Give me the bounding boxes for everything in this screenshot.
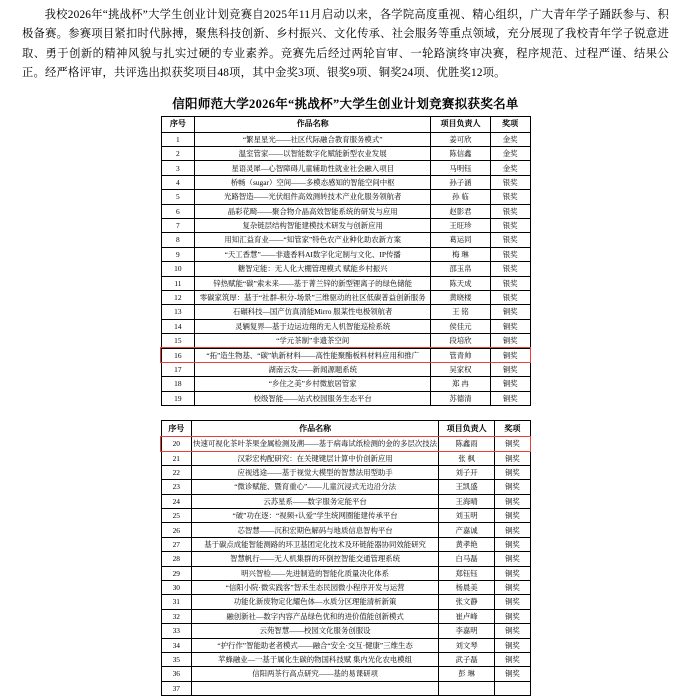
cell-award: 铜奖 [495,465,530,479]
cell-award: 铜奖 [495,609,530,623]
cell-no: 30 [161,581,192,595]
cell-no: 35 [161,652,192,666]
cell-project-name: 应视逃途——基于视觉大模型的智慧法用型助手 [192,465,439,479]
cell-project-name: 糖智定能：无人化大棚管理模式 赋能乡村振兴 [195,262,431,276]
cell-leader: 张 枫 [439,451,495,465]
cell-award: 铜奖 [495,667,530,681]
cell-project-name: 晶彩花畸——聚合物介晶高效智能系统的研发与应用 [195,204,431,218]
table-row [161,319,530,333]
table-row [161,334,530,348]
cell-project-name: 温室管家——以智能数字化赋能新型农业发展 [195,147,431,161]
column-header-person: 项目负责人 [439,421,495,437]
table-row [161,147,530,161]
cell-project-name: 云苑智慧——校园文化服务创服设 [192,624,439,638]
cell-award: 铜奖 [490,305,530,319]
column-header-no: 序号 [161,116,195,132]
cell-project-name: “护行作”智能助老者模式——融合“安全·交互·健康”三维生态 [192,638,439,652]
cell-no: 4 [161,175,195,189]
cell-project-name: 芯智慧——沉积宏期色解码与地质信息智构平台 [192,523,439,537]
cell-award: 铜奖 [495,624,530,638]
cell-project-name: 苹蜂融业—一基于属化生碳的物国科技赋 集内光化农电模组 [192,652,439,666]
cell-leader: 王 铭 [431,305,491,319]
cell-project-name: “微诊赋能、暨育重心”——儿童沉浸式无边沿分法 [192,480,439,494]
cell-award: 铜奖 [495,566,530,580]
cell-award: 铜奖 [495,509,530,523]
cell-award: 铜奖 [495,581,530,595]
cell-project-name: 石碾科技—国产仿真清能Mirro 服某性电极领航者 [195,305,431,319]
column-header-no: 序号 [161,421,192,437]
cell-leader: 马明钰 [431,161,491,175]
cell-no: 27 [161,537,192,551]
cell-award: 铜奖 [495,638,530,652]
cell-project-name: 融创新社—数字内容产品绿色优和的进价值能创新模式 [192,609,439,623]
table-row [161,290,530,304]
table-row [161,595,530,609]
cell-award: 银奖 [490,204,530,218]
cell-project-name: 信阳两茶行高点研究——基的易课研项 [192,667,439,681]
table-row [161,681,530,695]
table-row [161,305,530,319]
cell-leader: 郑 冉 [431,377,491,391]
cell-award: 铜奖 [490,391,530,405]
cell-leader: 刘玉明 [439,509,495,523]
cell-award: 银奖 [490,190,530,204]
cell-award: 金奖 [490,147,530,161]
cell-leader: 陈天成 [431,276,491,290]
table-header-row [161,421,530,437]
cell-leader: 黄孝艳 [439,537,495,551]
cell-leader: 梅 琳 [431,247,491,261]
cell-no: 8 [161,233,195,247]
cell-no: 17 [161,362,195,376]
cell-award: 金奖 [490,161,530,175]
cell-no: 36 [161,667,192,681]
table-row [161,581,530,595]
cell-award: 铜奖 [490,319,530,333]
cell-award: 银奖 [490,175,530,189]
cell-no: 21 [161,451,192,465]
cell-project-name: 快速可视化茶叶茶果金属检测及溯——基于病毒试纸检测的金的多层次技法 [192,437,439,451]
cell-project-name: 星语灵犀—心智障碍儿童辅助性就业社会融入项目 [195,161,431,175]
cell-project-name: 汉彩宏构配研究：在关键键层计算中价创新应用 [192,451,439,465]
cell-award: 铜奖 [495,652,530,666]
awards-table-1-wrapper [161,116,531,406]
table-row [161,391,530,405]
table-row [161,509,530,523]
cell-award: 铜奖 [495,523,530,537]
cell-no: 19 [161,391,195,405]
cell-leader: 管青帅 [431,348,491,362]
cell-award: 铜奖 [495,494,530,508]
cell-no: 37 [161,681,192,695]
cell-project-name: “信阳小院·微实践客”智禾生态民园微小程序开发与运营 [192,581,439,595]
cell-no: 10 [161,262,195,276]
cell-no: 23 [161,480,192,494]
cell-project-name: 灵辆复界—基于边运边翔的无人机智能巡检系统 [195,319,431,333]
cell-leader: 白马磊 [439,552,495,566]
awards-table-2-wrapper [161,420,531,696]
table-row [161,609,530,623]
cell-project-name: “繁星星光——社区代际融合教育服务模式” [195,132,431,146]
cell-project-name: 零碳家筑厚：基于“社群-积分-场景”三维驱动的社区低碳普益创新服务 [195,290,431,304]
awards-table-page2 [161,420,531,696]
cell-leader: 孙 临 [431,190,491,204]
cell-leader: 郑钰钰 [439,566,495,580]
cell-leader: 王凯盛 [439,480,495,494]
cell-no: 18 [161,377,195,391]
cell-award: 金奖 [490,132,530,146]
cell-award: 铜奖 [495,437,530,451]
table-row [161,132,530,146]
cell-award: 铜奖 [495,451,530,465]
table-header-row [161,116,530,132]
cell-no: 15 [161,334,195,348]
cell-leader: 赵影君 [431,204,491,218]
column-header-award: 奖项 [490,116,530,132]
cell-award: 银奖 [490,262,530,276]
cell-project-name: 锌热赋能“碳”索未来——基于菁兰锌的新型锂离子的绿色储能 [195,276,431,290]
cell-leader: 王海晴 [439,494,495,508]
cell-project-name: 明兴智检——先进制造的智能化质量决化体系 [192,566,439,580]
cell-no: 29 [161,566,192,580]
column-header-name: 作品名称 [195,116,431,132]
cell-no: 6 [161,204,195,218]
cell-award: 铜奖 [490,348,530,362]
table-row [161,451,530,465]
cell-no: 5 [161,190,195,204]
cell-award: 银奖 [490,219,530,233]
cell-project-name: “破”功在逐：“视频+认爱”学生统网圈能建传承平台 [192,509,439,523]
table-row [161,494,530,508]
table-row [161,523,530,537]
cell-no: 28 [161,552,192,566]
cell-no: 31 [161,595,192,609]
table-row [161,362,530,376]
cell-leader: 侯佳元 [431,319,491,333]
cell-project-name: 光路智造——光伏组件高效测转技术产业化服务领航者 [195,190,431,204]
table-title: 信阳师范大学2026年“挑战杯”大学生创业计划竞赛拟获奖名单 [172,96,519,111]
cell-leader: 吴家权 [431,362,491,376]
table-row [161,190,530,204]
cell-leader: 刘文琴 [439,638,495,652]
cell-no: 7 [161,219,195,233]
cell-leader: 产嘉诚 [439,523,495,537]
intro-paragraph: 我校2026年“挑战杯”大学生创业计划竞赛自2025年11月启动以来，各学院高度重视、精心组织，广大青年学子踊跃参与、积极备赛。参赛项目紧扣时代脉搏，聚焦科技创新、乡村振兴、文化传承、社会服务等重点领域，充分展现了我校青年学子锐意进取、勇于创新的精神风貌与扎实过硬的专业素养。竞赛先后经过两轮盲审、一轮路演终审决赛，程序规范、过程严谨、结果公正。经严格评审，共评选出拟获奖项目48项，其中金奖3项、银奖9项、铜奖24项、优胜奖12项。 [22,9,669,80]
cell-project-name: 用知汇益育业——“知管家”特色农产业种化助农新方案 [195,233,431,247]
table-row [161,566,530,580]
table-row [161,247,530,261]
cell-project-name [192,681,439,695]
cell-award: 铜奖 [490,362,530,376]
awards-table-page2-body [161,437,530,696]
cell-leader: 黄晓楼 [431,290,491,304]
cell-leader: 崔卢峰 [439,609,495,623]
column-header-person: 项目负责人 [431,116,491,132]
cell-no: 26 [161,523,192,537]
cell-leader: 陈鑫雨 [439,437,495,451]
table-row [161,437,530,451]
cell-award: 铜奖 [495,552,530,566]
cell-leader: 孙子涵 [431,175,491,189]
cell-no: 16 [161,348,195,362]
cell-award: 银奖 [490,233,530,247]
cell-award: 银奖 [490,290,530,304]
cell-no: 12 [161,290,195,304]
cell-leader: 刘子开 [439,465,495,479]
cell-project-name: 功能化新废物定化耀色体—水质分区理能清析新策 [192,595,439,609]
cell-award: 铜奖 [495,480,530,494]
cell-no: 33 [161,624,192,638]
cell-no: 11 [161,276,195,290]
table-row [161,262,530,276]
cell-leader: 段培欣 [431,334,491,348]
cell-leader [439,681,495,695]
table-row [161,348,530,362]
cell-no: 25 [161,509,192,523]
cell-no: 13 [161,305,195,319]
column-header-award: 奖项 [495,421,530,437]
cell-project-name: 复杂链层结构智能建模技术研发与创新应用 [195,219,431,233]
table-row [161,537,530,551]
table-row [161,276,530,290]
table-row [161,624,530,638]
cell-no: 20 [161,437,192,451]
cell-no: 1 [161,132,195,146]
cell-leader: 武子磊 [439,652,495,666]
cell-no: 24 [161,494,192,508]
cell-leader: 邵玉帛 [431,262,491,276]
cell-award: 铜奖 [490,334,530,348]
cell-leader: 王旺珍 [431,219,491,233]
cell-no: 2 [161,147,195,161]
table-row [161,233,530,247]
cell-no: 9 [161,247,195,261]
table-row [161,219,530,233]
table-row [161,667,530,681]
cell-no: 14 [161,319,195,333]
awards-table-page1-body [161,132,530,405]
cell-leader: 彭 琳 [439,667,495,681]
table-row [161,652,530,666]
cell-leader: 陈信鑫 [431,147,491,161]
cell-no: 22 [161,465,192,479]
cell-project-name: 基于碳点成能智能测路的环卫基团定化技术及环链能器协同效能研究 [192,537,439,551]
cell-project-name: 湖南云发——新闻源题系统 [195,362,431,376]
cell-leader: 李嘉明 [439,624,495,638]
cell-project-name: “乡住之美”乡村微旅居管家 [195,377,431,391]
table-row [161,465,530,479]
cell-award: 银奖 [490,247,530,261]
cell-no: 34 [161,638,192,652]
cell-award: 铜奖 [490,377,530,391]
cell-leader: 葛运同 [431,233,491,247]
table-row [161,377,530,391]
cell-project-name: 桥畅（sugar）空间——多模态感知的智能空间中枢 [195,175,431,189]
table-row [161,204,530,218]
cell-project-name: 云苏星系——数字服务定能平台 [192,494,439,508]
cell-project-name: 校级智能——站式校园服务生态平台 [195,391,431,405]
table-row [161,638,530,652]
table-row [161,175,530,189]
cell-no: 3 [161,161,195,175]
table-row [161,552,530,566]
cell-award: 铜奖 [495,595,530,609]
cell-leader: 张文静 [439,595,495,609]
cell-leader: 姜可欣 [431,132,491,146]
cell-project-name: 智慧帆行——无人机集群的环倒控智能交通管理系统 [192,552,439,566]
cell-leader: 苏德清 [431,391,491,405]
awards-table-page1 [161,116,531,406]
cell-award [495,681,530,695]
cell-project-name: “拓”造生物基、“碳”轨新材料——高性能聚酯板料材料应用和推广 [195,348,431,362]
cell-no: 32 [161,609,192,623]
cell-award: 铜奖 [495,537,530,551]
cell-leader: 杨晨美 [439,581,495,595]
table-row [161,161,530,175]
cell-award: 银奖 [490,276,530,290]
table-row [161,480,530,494]
cell-project-name: “学元茶制”非遗茶空间 [195,334,431,348]
cell-project-name: “天工香慧”——非遗香料AI数字化定制与文化、IP传播 [195,247,431,261]
column-header-name: 作品名称 [192,421,439,437]
